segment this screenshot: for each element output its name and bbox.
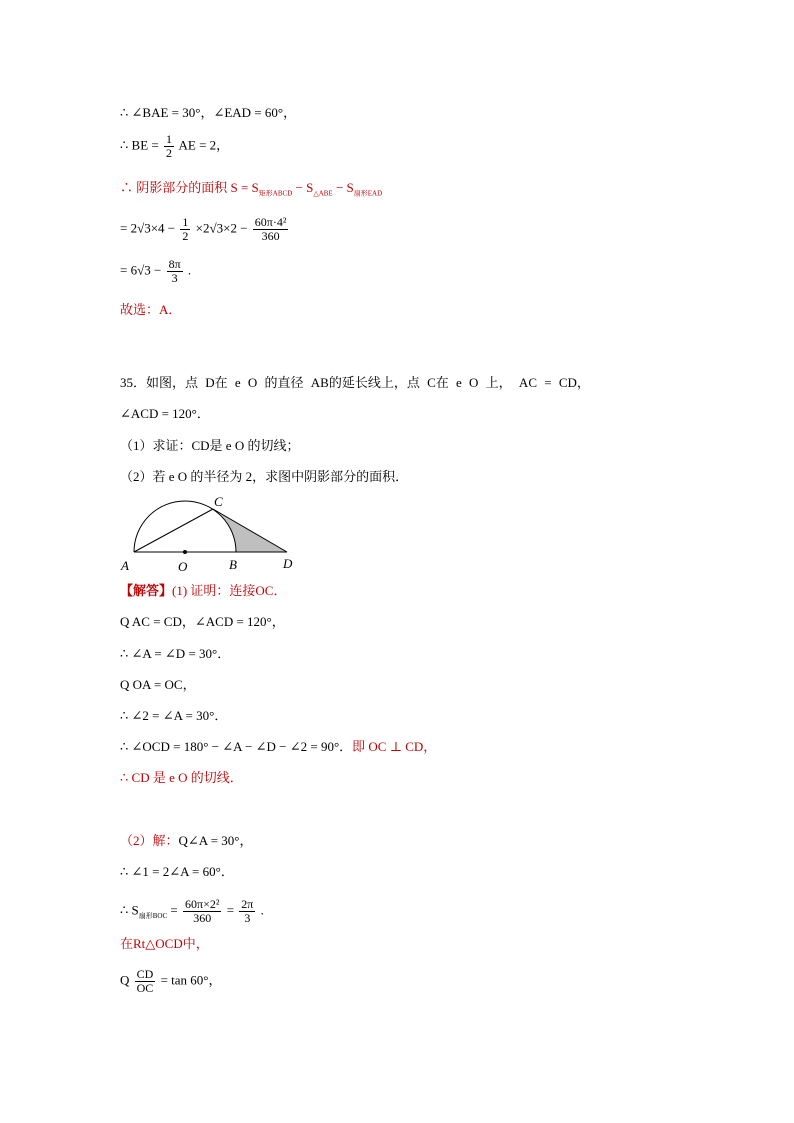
- part2-start: （2）解：Q∠A = 30°，: [120, 833, 253, 848]
- fraction: $\frac{CD}{OC}$: [136, 967, 154, 995]
- label-b: B: [229, 557, 237, 572]
- step-1: Q AC = CD，∠ACD = 120°，: [120, 614, 285, 629]
- geometry-figure: [115, 492, 315, 582]
- label-o: O: [178, 559, 188, 574]
- question-35-angle: ∠ACD = 120°．: [120, 406, 210, 421]
- line-shaded-area: ∴ 阴影部分的面积 $S = S_{矩形ABCD} - S_{\triangle ABE} - S_{扇形EAD}$: [120, 180, 383, 198]
- part2-triangle: 在Rt△OCD中，: [120, 936, 209, 951]
- part2-sector-area: ∴ $S_{扇形BOC}$ = $\frac{\text{60π×2²}}{360}$ = $\frac{2\pi}{3}$ .: [120, 897, 264, 925]
- label-d: D: [283, 556, 293, 571]
- fraction: $\frac{\text{60π·4²}}{360}$: [254, 215, 287, 243]
- step-5: ∴ ∠OCD = 180° − ∠A − ∠D − ∠2 = 90°．即 OC ⊥ CD，: [120, 739, 437, 754]
- step-6: ∴ CD 是 e O 的切线．: [120, 770, 243, 785]
- step-3: Q OA = OC，: [120, 677, 196, 692]
- line-calc1: = 2√3×4 − $\frac{1}{2}$ ×2√3×2 − $\frac{\text{60π·4²}}{360}$: [120, 215, 287, 243]
- fraction: $\frac{2\pi}{3}$: [241, 897, 254, 925]
- fraction: $\frac{\text{60π×2²}}{360}$: [185, 897, 220, 925]
- answer-heading: 【解答】(1) 证明：连接OC．: [120, 583, 287, 598]
- line-calc2: = 6√3 − $\frac{8\pi}{3}$ .: [120, 257, 192, 285]
- question-35-part1: （1）求证：CD是 e O 的切线；: [120, 438, 300, 453]
- step-2: ∴ ∠A = ∠D = 30°．: [120, 646, 231, 661]
- label-c: C: [214, 494, 223, 509]
- line-ac: [134, 509, 213, 552]
- part2-tan: Q $\frac{CD}{OC}$ = tan 60°，: [120, 967, 222, 995]
- part2-angle: ∴ ∠1 = 2∠A = 60°．: [120, 864, 234, 879]
- fraction-half: $\frac{1}{2}$: [165, 132, 172, 160]
- center-point: [183, 550, 187, 554]
- label-a: A: [121, 558, 129, 573]
- line-be: ∴ BE = $\frac{1}{2}$ AE = 2，: [120, 132, 230, 160]
- question-35-part2: （2）若 e O 的半径为 2，求图中阴影部分的面积．: [120, 469, 409, 484]
- answer-choice: 故选：A．: [120, 302, 182, 317]
- step-4: ∴ ∠2 = ∠A = 30°．: [120, 708, 228, 723]
- question-35-stem: 35．如图，点 D在 e O 的直径 AB的延长线上，点 C在 e O 上， AC = CD，: [120, 375, 590, 390]
- line-angles: ∴ ∠BAE = 30°，∠EAD = 60°，: [120, 105, 297, 120]
- fraction: $\frac{8\pi}{3}$: [168, 257, 181, 285]
- fraction: $\frac{1}{2}$: [182, 215, 189, 243]
